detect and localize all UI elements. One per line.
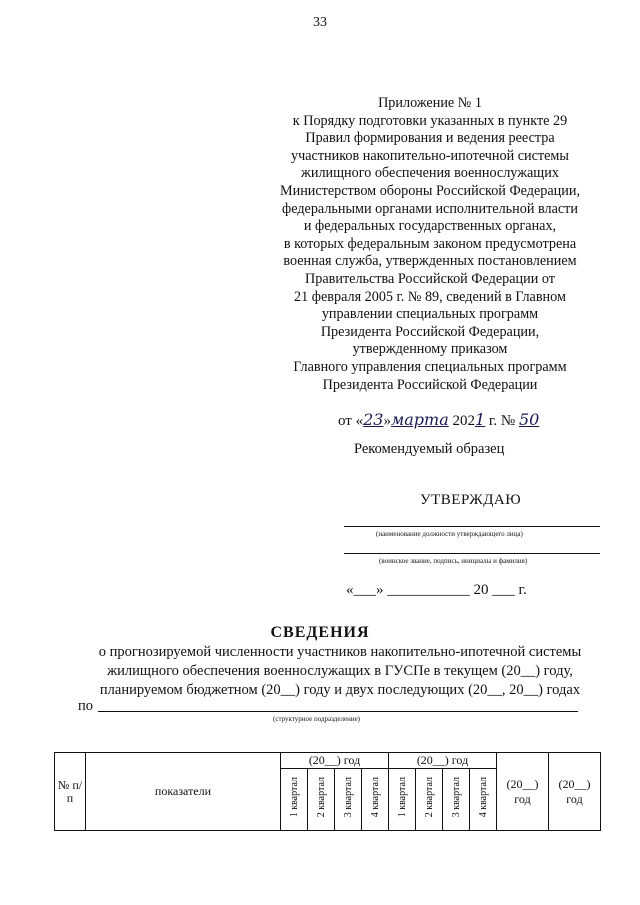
- appendix-line: в которых федеральным законом предусмотрена: [283, 235, 577, 252]
- position-caption: (наименование должности утверждающего лица): [376, 530, 523, 538]
- sample-label: Рекомендуемый образец: [354, 441, 505, 457]
- quarter-header: 2 квартал: [308, 769, 335, 831]
- page-number: 33: [313, 15, 327, 30]
- po-label: по: [78, 698, 94, 714]
- order-date-line: [338, 410, 538, 430]
- quarter-header: 4 квартал: [470, 769, 497, 831]
- header-no: № п/п: [55, 753, 86, 831]
- appendix-line: участников накопительно-ипотечной системы: [291, 147, 569, 164]
- po-line: [98, 711, 578, 712]
- appendix-line: Президента Российской Федерации,: [320, 323, 540, 340]
- appendix-line: Президента Российской Федерации: [322, 376, 538, 393]
- appendix-block: [255, 95, 605, 394]
- subtitle-line: о прогнозируемой численности участников накопительно-ипотечной системы: [98, 644, 582, 660]
- po-caption: (структурное подразделение): [273, 715, 361, 723]
- approve-title: УТВЕРЖДАЮ: [420, 492, 522, 508]
- header-year-group-1: (20__) год: [281, 753, 389, 769]
- appendix-line: Главного управления специальных программ: [293, 358, 567, 375]
- quarter-header: 3 квартал: [443, 769, 470, 831]
- order-number: 50: [518, 410, 540, 429]
- quarter-header: 3 квартал: [335, 769, 362, 831]
- quarter-header: 4 квартал: [362, 769, 389, 831]
- report-table: [54, 752, 601, 831]
- header-year-col-1: (20__) год: [497, 753, 549, 831]
- appendix-line: 21 февраля 2005 г. № 89, сведений в Главном: [294, 288, 566, 305]
- order-prefix: от «: [338, 413, 364, 429]
- name-line: [344, 553, 600, 554]
- quarter-header: 1 квартал: [389, 769, 416, 831]
- subtitle-line: планируемом бюджетном (20__) году и двух последующих (20__, 20__) годах: [99, 682, 581, 698]
- subtitle-line: жилищного обеспечения военнослужащих в ГУСПе в текущем (20__) году,: [107, 663, 573, 679]
- order-month: марта: [390, 410, 449, 429]
- appendix-line: военная служба, утвержденных постановлением: [283, 253, 577, 270]
- quarter-header: 2 квартал: [416, 769, 443, 831]
- order-quote: »: [383, 413, 391, 429]
- quarter-header: 1 квартал: [281, 769, 308, 831]
- appendix-line: федеральными органами исполнительной власти: [282, 200, 578, 217]
- name-caption: (воинское звание, подпись, инициалы и фамилия): [379, 557, 528, 565]
- report-title: СВЕДЕНИЯ: [270, 624, 370, 641]
- appendix-line: Приложение № 1: [378, 95, 482, 111]
- appendix-line: и федеральных государственных органах,: [303, 218, 557, 235]
- appendix-line: к Порядку подготовки указанных в пункте 29: [292, 112, 568, 129]
- approve-date-line: «___» ___________ 20 ___ г.: [346, 582, 527, 598]
- header-year-group-2: (20__) год: [389, 753, 497, 769]
- appendix-line: жилищного обеспечения военнослужащих: [301, 165, 559, 182]
- appendix-line: управлении специальных программ: [321, 306, 539, 323]
- order-year-digit: 1: [474, 410, 486, 429]
- order-g: г. №: [485, 413, 519, 429]
- appendix-line: Министерством обороны Российской Федерации,: [279, 182, 580, 199]
- header-year-col-2: (20__) год: [549, 753, 601, 831]
- order-day: 23: [363, 410, 384, 429]
- order-year-prefix: 202: [448, 413, 475, 429]
- appendix-line: утвержденному приказом: [352, 341, 508, 358]
- header-indicators: показатели: [86, 753, 281, 831]
- appendix-line: Правил формирования и ведения реестра: [305, 130, 555, 147]
- report-subtitle: [60, 643, 620, 700]
- position-line: [344, 526, 600, 527]
- appendix-line: Правительства Российской Федерации от: [305, 270, 555, 287]
